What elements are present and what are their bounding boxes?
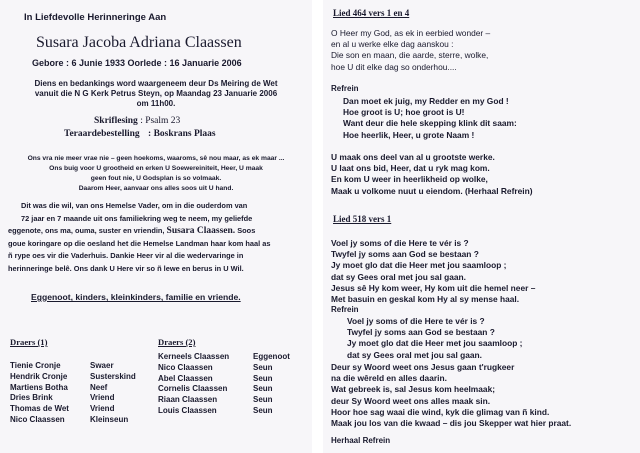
tribute-name: Susara Claassen. [166,226,236,236]
bearers-2-names: Kerneels Claassen Nico Claassen Abel Claassen Cornelis Claassen Riaan Claassen Louis Claassen [158,352,230,415]
deceased-name: Susara Jacoba Adriana Claassen [36,34,242,51]
refrain-2-label: Refrein [331,305,359,314]
final-refrain: Herhaal Refrein [331,436,391,445]
refrain-label: Refrein [331,84,359,93]
bearers-2-title: Draers (2) [158,337,196,347]
hymns-right-page [323,0,640,453]
song-1-title: Lied 464 vers 1 en 4 [333,8,410,18]
song-1-verse-1: O Heer my God, as ek in eerbied wonder – en al u werke elke dag aanskou : Die son en maan, die aarde, sterre, wolke, hoe U dit elke dag so onderhou.... [331,28,491,72]
refrain-2: Voel jy soms of die Here te vér is ? Twyfel jy soms aan God se bestaan ? Jy moet glo dat die Heer met jou saamloop ; dat sy Gees oral met jou sal gaan. [347,316,523,360]
tribute-text: Dit was die wil, van ons Hemelse Vader, om in die ouderdom van 72 jaar en 7 maande uit ons familiekring weg te neem, my geliefde eggenote, ons ma, ouma, suster en vriendin, Susara Claassen. Soos goue koringare op die oesland het die Hemelse Landman haar kom haal as ñ rype oes vir die Vaderhuis. Dankie Heer vir al die wedervaringe in herinneringe belê. Ons dank U Here vir so ñ lewe en berus in U Wil. [8,201,271,273]
memorial-left-page [0,0,312,453]
service-details: Diens en bedankings word waargeneem deur Ds Meiring de Wet vanuit die N G Kerk Petrus Steyn, op Maandag 23 Januarie 2006 om 11h00. [34,79,278,108]
bearers-1-title: Draers (1) [10,337,48,347]
scripture-reading: Skriflesing : Psalm 23 [94,116,181,126]
bearers-1-names: Tienie Cronje Hendrik Cronje Martiens Botha Dries Brink Thomas de Wet Nico Claassen [10,361,69,424]
refrain-1: Dan moet ek juig, my Redder en my God ! Hoe groot is U; hoe groot is U! Want deur die hele skepping klink dit saam: Hoe heerlik, Heer, u grote Naam ! [343,96,517,140]
song-1-verse-4: U maak ons deel van al u grootste werke. U laat ons bid, Heer, dat u ryk mag kom. En kom U weer in heerlikheid op wolke, Maak u volkome nuut u eiendom. (Herhaal Refrein) [331,152,533,196]
poem-text: Ons vra nie meer vrae nie – geen hoekoms, waaroms, sê nou maar, as ek maar ... Ons buig voor U grootheid en erken U Soewereiniteit, Heer, U maak geen fout nie, U Godsplan is so volmaak. Daarom Heer, aanvaar ons alles soos uit U hand. [27,155,285,192]
page-fold [312,0,323,453]
burial-location: Teraardebestelling : Boskrans Plaas [64,129,216,139]
song-2-title: Lied 518 vers 1 [333,214,392,224]
song-2-verse-1: Voel jy soms of die Here te vér is ? Twyfel jy soms aan God se bestaan ? Jy moet glo dat die Heer met jou saamloop ; dat sy Gees oral met jou sal gaan. Jesus sê Hy kom weer, Hy kom uit die hemel neer – Met basuin en geskal kom Hy al sy mense haal. [331,238,536,305]
bearers-2-relations: Eggenoot Seun Seun Seun Seun Seun [253,352,290,415]
song-2-verse-end: Deur sy Woord weet ons Jesus gaan t'rugkeer na die wêreld en alles daarin. Wat gebreek is, sal Jesus kom heelmaak; deur Sy Woord weet ons alles maak sin. Hoor hoe sag waai die wind, kyk die glimag van ñ kind. Maak jou los van die kwaad – dis jou Skepper wat hier praat. [331,362,572,429]
header-text: In Liefdevolle Herinneringe Aan [24,12,167,23]
family-signature: Eggenoot, kinders, kleinkinders, familie en vriende. [31,292,241,302]
bearers-1-relations: Swaer Susterskind Neef Vriend Vriend Kleinseun [90,361,136,424]
life-dates: Gebore : 6 Junie 1933 Oorlede : 16 Januarie 2006 [32,58,242,68]
